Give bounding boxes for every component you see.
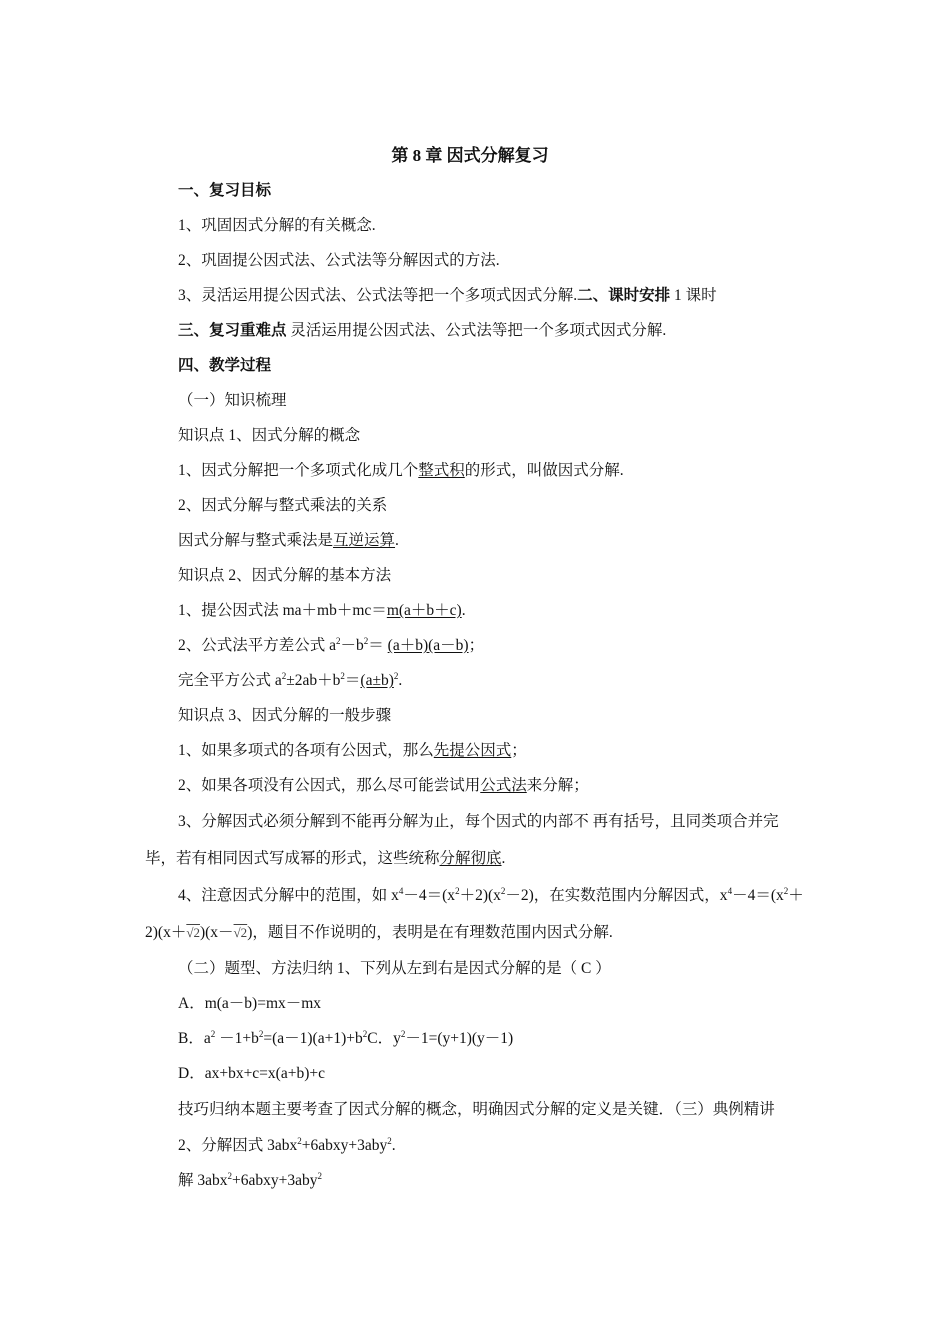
text-run: . bbox=[398, 672, 403, 689]
text-run: )，题目不作说明的，表明是在有理数范围内因式分解. bbox=[247, 924, 613, 941]
text-run: （一）知识梳理 bbox=[178, 392, 287, 409]
text-run: 的形式，叫做因式分解. bbox=[464, 462, 624, 479]
bold-heading: 二、课时安排 bbox=[577, 287, 671, 304]
text-run: 2、因式分解与整式乘法的关系 bbox=[178, 497, 388, 514]
underlined-answer: 整式积 bbox=[418, 462, 465, 479]
paragraph bbox=[145, 418, 809, 453]
text-run: ＋2)(x bbox=[459, 887, 501, 904]
text-run: 2、分解因式 3abx bbox=[178, 1137, 298, 1154]
text-run: 灵活运用提公因式法、公式法等把一个多项式因式分解. bbox=[286, 322, 667, 339]
bold-heading: 三、复习重难点 bbox=[178, 322, 287, 339]
text-run: ＝ bbox=[344, 672, 361, 689]
text-run: 知识点 1、因式分解的概念 bbox=[178, 427, 361, 444]
text-run: 知识点 3、因式分解的一般步骤 bbox=[178, 707, 392, 724]
text-run: 4、注意因式分解中的范围，如 x bbox=[178, 887, 399, 904]
document-page bbox=[145, 138, 809, 1198]
paragraph bbox=[145, 313, 809, 348]
paragraph bbox=[145, 348, 809, 383]
text-run: 2、公式法平方差公式 a bbox=[178, 637, 337, 654]
bold-heading: 一、复习目标 bbox=[178, 182, 272, 199]
superscript: 2 bbox=[281, 671, 287, 681]
text-run: 3、灵活运用提公因式法、公式法等把一个多项式因式分解. bbox=[178, 287, 578, 304]
superscript: 2 bbox=[340, 671, 345, 681]
underlined-answer: 分解彻底 bbox=[439, 850, 502, 867]
text-run: 知识点 2、因式分解的基本方法 bbox=[178, 567, 392, 584]
text-run: 技巧归纳本题主要考查了因式分解的概念，明确因式分解的定义是关键．（三）典例精讲 bbox=[178, 1101, 775, 1118]
text-run: . bbox=[395, 532, 399, 549]
text-run: 解 3abx bbox=[178, 1172, 228, 1189]
paragraph bbox=[145, 768, 809, 803]
paragraph bbox=[145, 1128, 809, 1163]
text-run: －1+b bbox=[215, 1030, 259, 1047]
text-run: －4＝(x bbox=[732, 887, 784, 904]
text-run: （二）题型、方法归纳 1、下列从左到右是因式分解的是（ C ） bbox=[178, 960, 611, 977]
superscript: 2 bbox=[297, 1136, 302, 1146]
text-run: +6abxy+3aby bbox=[232, 1172, 318, 1189]
paragraph bbox=[145, 1091, 809, 1128]
superscript: 2 bbox=[363, 636, 369, 646]
paragraph bbox=[145, 208, 809, 243]
superscript: 4 bbox=[727, 886, 733, 896]
text-run: . bbox=[501, 850, 506, 867]
text-run: 1、巩固因式分解的有关概念. bbox=[178, 217, 376, 234]
superscript: 2 bbox=[336, 636, 341, 646]
paragraph bbox=[145, 628, 809, 663]
text-run: －b bbox=[340, 637, 364, 654]
superscript: 2 bbox=[362, 1029, 368, 1039]
paragraph bbox=[145, 243, 809, 278]
text-run: )(x－ bbox=[199, 924, 234, 941]
underlined-answer: 先提公因式 bbox=[433, 742, 512, 759]
paragraph bbox=[145, 173, 809, 208]
text-run: 1、提公因式法 ma＋mb＋mc＝ bbox=[178, 602, 387, 619]
paragraph bbox=[145, 698, 809, 733]
bold-heading: 四、教学过程 bbox=[178, 357, 272, 374]
paragraph bbox=[145, 803, 809, 877]
superscript: 2 bbox=[387, 1136, 392, 1146]
underlined-answer: (a＋b)(a－b) bbox=[387, 637, 469, 654]
text-run: 3、分解因式必须分解到不能再分解为止，每个因式的内部不 再有括号，且同类项合并完毕，若有相同因式写成幂的形式，这些统称 bbox=[145, 813, 779, 867]
page-title: 第 8 章 因式分解复习 bbox=[391, 146, 549, 165]
paragraph bbox=[145, 877, 809, 951]
text-run: 来分解； bbox=[526, 777, 589, 794]
superscript: 2 bbox=[258, 1029, 264, 1039]
text-run: －4＝(x bbox=[403, 887, 456, 904]
text-run: 2、巩固提公因式法、公式法等分解因式的方法. bbox=[178, 252, 500, 269]
underlined-answer: 互逆运算 bbox=[333, 532, 396, 549]
paragraph bbox=[145, 1021, 809, 1056]
paragraph bbox=[145, 383, 809, 418]
paragraph bbox=[145, 488, 809, 523]
text-run: ＋2)(x＋ bbox=[145, 887, 804, 941]
superscript: 4 bbox=[398, 886, 404, 896]
paragraph bbox=[145, 593, 809, 628]
paragraph bbox=[145, 558, 809, 593]
text-run: B．a bbox=[178, 1030, 211, 1047]
text-run: ； bbox=[511, 742, 527, 759]
paragraph bbox=[145, 278, 809, 313]
paragraph bbox=[145, 1163, 809, 1198]
superscript: 2 bbox=[400, 1029, 406, 1039]
text-run: A．m(a－b)=mx－mx bbox=[178, 995, 322, 1012]
text-run: 2、如果各项没有公因式，那么尽可能尝试用 bbox=[178, 777, 481, 794]
square-root: √2 bbox=[186, 925, 200, 940]
text-run: －1=(y+1)(y－1) bbox=[405, 1030, 514, 1047]
paragraph bbox=[145, 951, 809, 986]
paragraph bbox=[145, 663, 809, 698]
text-run: +6abxy+3aby bbox=[301, 1137, 388, 1154]
text-run: C．y bbox=[367, 1030, 401, 1047]
text-run: 1、因式分解把一个多项式化成几个 bbox=[178, 462, 419, 479]
text-run: 完全平方公式 a bbox=[178, 672, 282, 689]
paragraph bbox=[145, 733, 809, 768]
text-run: 1 课时 bbox=[670, 287, 717, 304]
text-run: －2)，在实数范围内分解因式，x bbox=[505, 887, 728, 904]
square-root: √2 bbox=[233, 925, 248, 940]
text-run: 1、如果多项式的各项有公因式，那么 bbox=[178, 742, 434, 759]
text-run: . bbox=[391, 1137, 396, 1154]
paragraph bbox=[145, 1056, 809, 1091]
underlined-answer: m(a＋b＋c) bbox=[386, 602, 462, 619]
document-body bbox=[145, 173, 809, 1198]
superscript: 2 bbox=[210, 1029, 216, 1039]
text-run: =(a－1)(a+1)+b bbox=[263, 1030, 363, 1047]
superscript: 2 bbox=[455, 886, 460, 896]
superscript: 2 bbox=[317, 1171, 323, 1181]
text-run: 因式分解与整式乘法是 bbox=[178, 532, 334, 549]
paragraph bbox=[145, 523, 809, 558]
superscript: 2 bbox=[393, 671, 399, 681]
superscript: 2 bbox=[227, 1171, 233, 1181]
underlined-answer: 公式法 bbox=[480, 777, 527, 794]
text-run: . bbox=[461, 602, 466, 619]
paragraph bbox=[145, 453, 809, 488]
text-run: D．ax+bx+c=x(a+b)+c bbox=[178, 1065, 325, 1082]
text-run: ； bbox=[468, 637, 485, 654]
superscript: 2 bbox=[500, 886, 506, 896]
paragraph bbox=[145, 986, 809, 1021]
text-run: ＝ bbox=[368, 637, 388, 654]
underlined-answer: (a±b) bbox=[360, 672, 394, 689]
superscript: 2 bbox=[783, 886, 789, 896]
text-run: ±2ab＋b bbox=[286, 672, 341, 689]
